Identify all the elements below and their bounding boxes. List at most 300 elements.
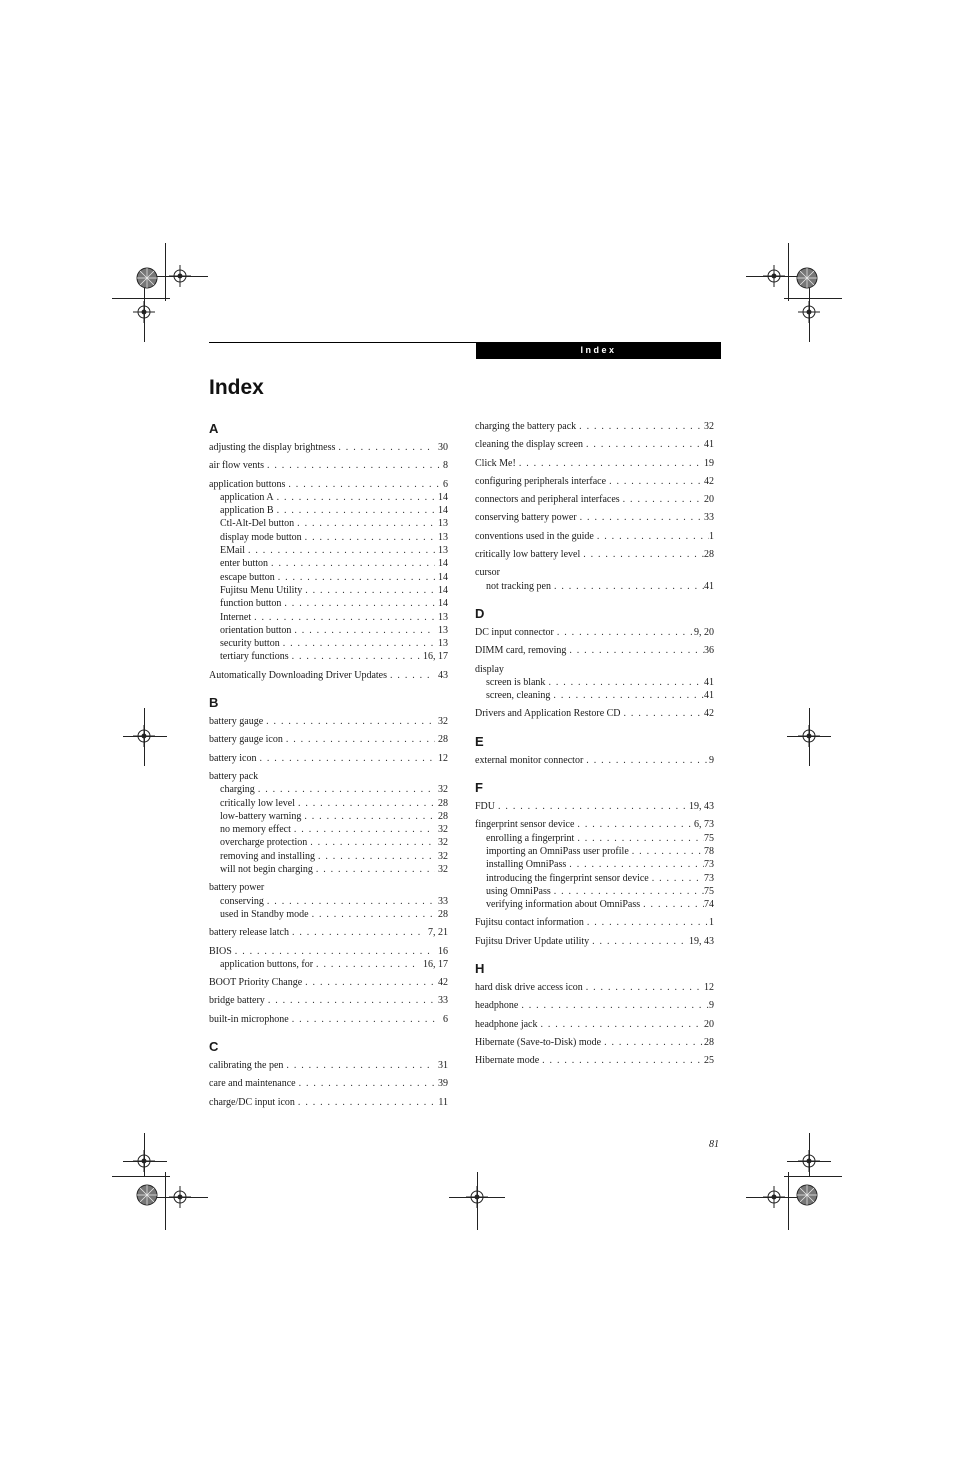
page-reference: 41 (704, 690, 714, 702)
index-entry (475, 1018, 714, 1031)
index-subentry (209, 584, 448, 597)
index-entry-line (209, 881, 448, 894)
dot-leader (283, 637, 435, 650)
index-entry-line (475, 1018, 714, 1031)
index-subentry (475, 898, 714, 911)
index-subentry (475, 832, 714, 845)
page-reference: 73 (704, 859, 714, 871)
page-reference: 14 (438, 571, 448, 583)
index-term: BIOS (209, 945, 232, 957)
page-reference: 32 (438, 784, 448, 796)
index-subentry (209, 895, 448, 908)
index-entry (475, 818, 714, 911)
index-section (475, 779, 714, 948)
index-entry-line (209, 994, 448, 1007)
registration-mark-icon (798, 725, 820, 747)
index-term: importing an OmniPass user profile (486, 845, 629, 857)
color-target-icon (136, 1184, 158, 1206)
section-letter: H (475, 961, 485, 977)
index-term: security button (220, 638, 280, 650)
page-number: 81 (709, 1139, 719, 1150)
index-term: enter button (220, 558, 269, 570)
dot-leader (292, 926, 425, 939)
dot-leader (548, 676, 704, 689)
index-subentry (209, 624, 448, 637)
index-entry-line (475, 935, 714, 948)
index-term: Hibernate mode (475, 1055, 540, 1067)
registration-mark-icon (763, 265, 785, 287)
index-term: battery release latch (209, 927, 289, 939)
index-subentry (475, 885, 714, 898)
index-term: Hibernate (Save-to-Disk) mode (475, 1036, 602, 1048)
index-entry-line (475, 548, 714, 561)
dot-leader (305, 976, 435, 989)
index-entry (209, 752, 448, 765)
dot-leader (338, 441, 435, 454)
page-reference: 13 (438, 518, 448, 530)
index-entry (475, 626, 714, 639)
dot-leader (312, 908, 435, 921)
index-entry-line (209, 945, 448, 958)
page-reference: 32 (438, 850, 448, 862)
index-subentry (209, 491, 448, 504)
dot-leader (519, 457, 704, 470)
index-term: charging the battery pack (475, 421, 577, 432)
dot-leader (259, 752, 435, 765)
index-term: air flow vents (209, 460, 264, 472)
index-entry-line (475, 818, 714, 831)
dot-leader (521, 999, 709, 1012)
index-entry-line (475, 530, 714, 543)
page-reference: 73 (704, 872, 714, 884)
page-reference: 32 (438, 716, 448, 728)
index-term: critically low level (220, 797, 295, 809)
page-reference: 8 (443, 460, 448, 472)
dot-leader (266, 715, 435, 728)
dot-leader (604, 1036, 704, 1049)
dot-leader (643, 898, 704, 911)
index-subentry (209, 611, 448, 624)
index-term: display (475, 663, 504, 675)
dot-leader (577, 818, 694, 831)
dot-leader (258, 783, 435, 796)
index-entry-line (209, 733, 448, 746)
color-target-icon (796, 1184, 818, 1206)
page-reference: 20 (704, 494, 714, 506)
dot-leader (583, 548, 704, 561)
page-reference: 13 (438, 531, 448, 543)
index-entry (209, 1013, 448, 1026)
dot-leader (390, 669, 435, 682)
index-entry-line (475, 644, 714, 657)
index-entry (475, 493, 714, 506)
index-term: battery gauge (209, 716, 264, 728)
page-reference: 39 (438, 1078, 448, 1090)
index-entry-line (475, 438, 714, 451)
index-entry (209, 669, 448, 682)
index-subentry (475, 858, 714, 871)
index-term: built-in microphone (209, 1013, 289, 1025)
page-reference: 42 (704, 475, 714, 487)
index-term: bridge battery (209, 995, 265, 1007)
page-reference: 14 (438, 491, 448, 503)
page-reference: 32 (438, 837, 448, 849)
registration-mark-icon (763, 1186, 785, 1208)
dot-leader (557, 626, 694, 639)
section-letter: E (475, 733, 484, 749)
registration-mark-icon (466, 1186, 488, 1208)
index-entry (475, 566, 714, 593)
index-entry (475, 1054, 714, 1067)
index-term: removing and installing (220, 850, 315, 862)
dot-leader (553, 689, 704, 702)
index-entry (475, 644, 714, 657)
index-section (209, 420, 448, 682)
index-term: using OmniPass (486, 885, 551, 897)
dot-leader (297, 517, 435, 530)
index-term: overcharge protection (220, 837, 308, 849)
index-entry-line (475, 1054, 714, 1067)
index-subentry (475, 580, 714, 593)
index-subentry (209, 823, 448, 836)
dot-leader (286, 733, 435, 746)
dot-leader (554, 885, 704, 898)
index-term: no memory effect (220, 824, 291, 836)
index-entry (209, 1059, 448, 1072)
index-entry-line (209, 1077, 448, 1090)
index-entry-line (475, 493, 714, 506)
dot-leader (632, 845, 704, 858)
index-entry-line (475, 457, 714, 470)
index-subentry (475, 689, 714, 702)
dot-leader (299, 1077, 435, 1090)
page-reference: 28 (704, 1036, 714, 1048)
dot-leader (305, 584, 435, 597)
dot-leader (542, 1054, 704, 1067)
index-term: critically low battery level (475, 549, 581, 561)
page-reference: 14 (438, 558, 448, 570)
index-entry-line (475, 663, 714, 676)
index-section (475, 420, 714, 593)
dot-leader (286, 1059, 435, 1072)
page-reference: 78 (704, 845, 714, 857)
index-column-right (475, 420, 714, 1080)
index-subentry (209, 557, 448, 570)
index-subentry (209, 544, 448, 557)
dot-leader (254, 611, 435, 624)
index-term: conserving battery power (475, 512, 577, 524)
dot-leader (597, 530, 709, 543)
index-term: screen is blank (486, 676, 546, 688)
section-letter: B (209, 695, 219, 711)
index-term: introducing the fingerprint sensor device (486, 872, 649, 884)
index-term: screen, cleaning (486, 690, 551, 702)
index-term: application A (220, 491, 274, 503)
page-reference: 75 (704, 885, 714, 897)
dot-leader (294, 823, 435, 836)
index-entry (209, 441, 448, 454)
dot-leader (580, 511, 704, 524)
index-subentry (209, 850, 448, 863)
index-subentry (209, 863, 448, 876)
index-subentry (209, 836, 448, 849)
index-subentry (209, 810, 448, 823)
running-header: Index (476, 342, 721, 359)
page-reference: 13 (438, 611, 448, 623)
dot-leader (624, 707, 704, 720)
index-entry (475, 663, 714, 703)
index-term: external monitor connector (475, 754, 584, 766)
index-term: battery gauge icon (209, 734, 283, 746)
page-reference: 31 (438, 1059, 448, 1071)
index-term: battery icon (209, 752, 257, 764)
index-subentry (209, 783, 448, 796)
index-term: hard disk drive access icon (475, 982, 583, 994)
index-term: not tracking pen (486, 580, 551, 592)
index-entry (209, 1096, 448, 1109)
index-term: Click Me! (475, 457, 516, 469)
color-target-icon (796, 267, 818, 289)
index-term: will not begin charging (220, 864, 313, 876)
index-entry-line (475, 707, 714, 720)
dot-leader (569, 644, 704, 657)
page-reference: 20 (704, 1018, 714, 1030)
section-letter: C (209, 1038, 219, 1054)
index-subentry (209, 797, 448, 810)
index-entry (209, 976, 448, 989)
index-entry (209, 478, 448, 664)
index-entry (209, 715, 448, 728)
index-term: cursor (475, 567, 500, 579)
index-entry-line (209, 976, 448, 989)
page-reference: 19 (704, 457, 714, 469)
index-entry-line (475, 800, 714, 813)
index-entry (475, 916, 714, 929)
index-term: calibrating the pen (209, 1059, 284, 1071)
index-entry-line (475, 1036, 714, 1049)
index-entry-line (475, 626, 714, 639)
page-reference: 14 (438, 505, 448, 517)
index-entry-line (475, 999, 714, 1012)
index-entry (209, 1077, 448, 1090)
index-entry (209, 945, 448, 972)
page-title: Index (209, 376, 264, 399)
registration-mark-icon (798, 1150, 820, 1172)
page-reference: 19, 43 (689, 801, 714, 813)
page-reference: 14 (438, 598, 448, 610)
index-term: care and maintenance (209, 1078, 296, 1090)
index-entry (475, 981, 714, 994)
page-reference: 41 (704, 439, 714, 451)
section-letter: F (475, 780, 483, 796)
index-entry (475, 999, 714, 1012)
page-reference: 16, 17 (423, 958, 448, 970)
page-reference: 16, 17 (423, 651, 448, 663)
page-reference: 13 (438, 638, 448, 650)
page-reference: 30 (438, 442, 448, 453)
dot-leader (288, 478, 440, 491)
index-term: function button (220, 598, 282, 610)
index-entry (475, 475, 714, 488)
index-entry-line (475, 566, 714, 579)
page-reference: 7, 21 (428, 927, 448, 939)
dot-leader (652, 872, 704, 885)
index-term: FDU (475, 801, 496, 813)
dot-leader (292, 1013, 440, 1026)
index-term: EMail (220, 545, 245, 557)
page-reference: 6, 73 (694, 819, 714, 831)
index-term: orientation button (220, 624, 292, 636)
page-reference: 11 (438, 1096, 448, 1108)
index-entry-line (475, 475, 714, 488)
index-entry-line (209, 1096, 448, 1109)
index-entry (475, 420, 714, 433)
dot-leader (277, 504, 435, 517)
index-entry-line (209, 752, 448, 765)
registration-mark-icon (169, 265, 191, 287)
index-entry (475, 548, 714, 561)
index-term: escape button (220, 571, 275, 583)
dot-leader (294, 624, 435, 637)
section-letter: A (209, 421, 219, 436)
page-reference: 36 (704, 645, 714, 657)
dot-leader (579, 420, 704, 433)
page-reference: 28 (438, 734, 448, 746)
index-term: tertiary functions (220, 651, 289, 663)
dot-leader (586, 754, 709, 767)
dot-leader (305, 531, 435, 544)
index-subentry (475, 872, 714, 885)
dot-leader (586, 438, 704, 451)
header-rule (209, 342, 477, 343)
page-reference: 13 (438, 545, 448, 557)
dot-leader (577, 832, 704, 845)
index-entry-line (209, 459, 448, 472)
page-reference: 12 (438, 752, 448, 764)
dot-leader (318, 850, 435, 863)
dot-leader (267, 459, 440, 472)
page-reference: 13 (438, 624, 448, 636)
index-section (475, 605, 714, 721)
index-subentry (475, 676, 714, 689)
registration-mark-icon (133, 1150, 155, 1172)
index-term: configuring peripherals interface (475, 475, 607, 487)
index-term: battery power (209, 882, 265, 894)
index-term: conventions used in the guide (475, 530, 594, 542)
color-target-icon (136, 267, 158, 289)
index-term: battery pack (209, 770, 259, 782)
index-term: DIMM card, removing (475, 645, 567, 657)
registration-mark-icon (133, 725, 155, 747)
index-entry-line (475, 981, 714, 994)
page-reference: 75 (704, 832, 714, 844)
page-reference: 28 (438, 797, 448, 809)
dot-leader (271, 557, 435, 570)
page-reference: 41 (704, 676, 714, 688)
index-entry (475, 1036, 714, 1049)
index-entry (475, 438, 714, 451)
index-entry (475, 530, 714, 543)
index-entry-line (475, 420, 714, 433)
dot-leader (316, 863, 435, 876)
page-reference: 9, 20 (694, 626, 714, 638)
index-entry-line (209, 926, 448, 939)
index-entry (209, 733, 448, 746)
page-reference: 32 (704, 421, 714, 432)
index-term: cleaning the display screen (475, 439, 584, 451)
index-term: installing OmniPass (486, 859, 567, 871)
index-term: application buttons (209, 478, 286, 490)
page-reference: 1 (709, 917, 714, 929)
index-entry (209, 459, 448, 472)
page-reference: 33 (438, 995, 448, 1007)
dot-leader (304, 810, 435, 823)
page-reference: 6 (443, 478, 448, 490)
index-entry (475, 935, 714, 948)
index-entry-line (209, 1013, 448, 1026)
index-entry-line (209, 1059, 448, 1072)
dot-leader (298, 1096, 435, 1109)
dot-leader (609, 475, 704, 488)
index-term: enrolling a fingerprint (486, 832, 575, 844)
dot-leader (235, 945, 435, 958)
index-entry (209, 994, 448, 1007)
page-reference: 12 (704, 982, 714, 994)
index-section (475, 960, 714, 1067)
index-subentry (209, 517, 448, 530)
dot-leader (248, 544, 435, 557)
dot-leader (267, 895, 435, 908)
index-subentry (475, 845, 714, 858)
dot-leader (284, 597, 435, 610)
index-term: Ctl-Alt-Del button (220, 518, 295, 530)
index-term: connectors and peripheral interfaces (475, 494, 620, 506)
dot-leader (310, 836, 435, 849)
page-reference: 42 (438, 977, 448, 989)
page-reference: 28 (438, 810, 448, 822)
index-term: application buttons, for (220, 958, 314, 970)
index-entry-line (209, 441, 448, 454)
index-column-left (209, 420, 448, 1121)
dot-leader (498, 800, 689, 813)
index-entry-line (209, 669, 448, 682)
index-entry (475, 754, 714, 767)
index-term: Drivers and Application Restore CD (475, 708, 621, 720)
dot-leader (277, 491, 435, 504)
index-entry-line (475, 754, 714, 767)
page-reference: 32 (438, 824, 448, 836)
page-reference: 41 (704, 580, 714, 592)
registration-mark-icon (133, 301, 155, 323)
dot-leader (316, 958, 420, 971)
dot-leader (587, 916, 709, 929)
index-section (209, 1038, 448, 1109)
index-section (475, 733, 714, 767)
dot-leader (278, 571, 435, 584)
dot-leader (298, 797, 435, 810)
index-entry-line (209, 770, 448, 783)
index-subentry (209, 958, 448, 971)
registration-mark-icon (169, 1186, 191, 1208)
index-term: Fujitsu Driver Update utility (475, 935, 590, 947)
index-entry (475, 707, 714, 720)
page-reference: 1 (709, 530, 714, 542)
page-reference: 25 (704, 1055, 714, 1067)
index-term: conserving (220, 895, 264, 907)
index-entry (209, 881, 448, 921)
page-reference: 28 (438, 908, 448, 920)
index-term: Internet (220, 611, 252, 623)
